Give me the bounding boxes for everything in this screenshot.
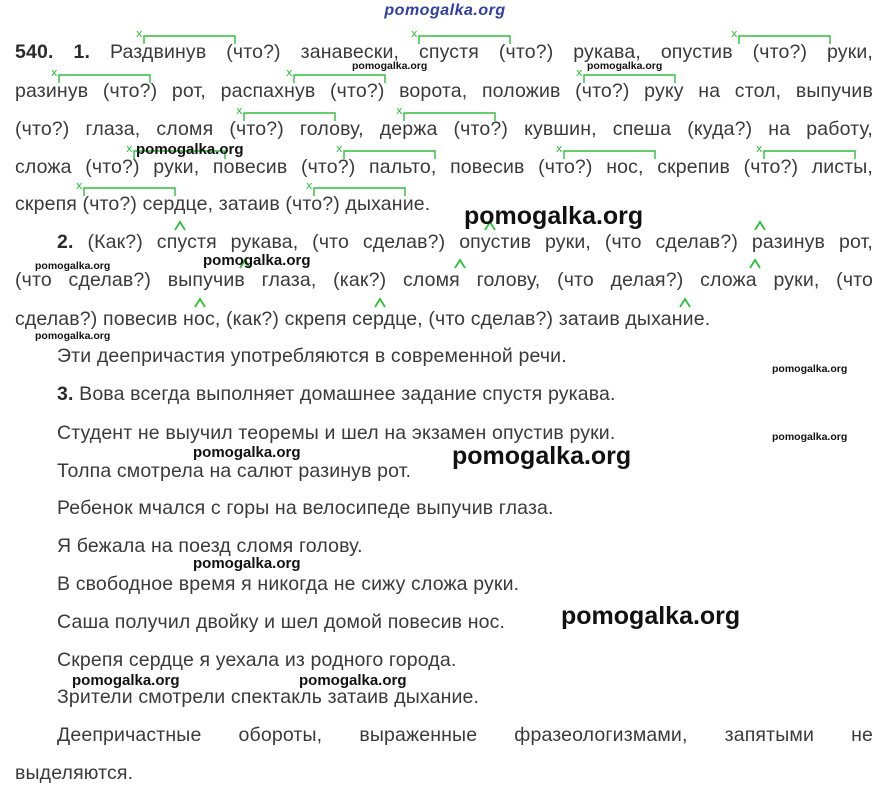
task2-label: 2. (57, 231, 74, 253)
control-mark-x: x (286, 66, 293, 79)
task3-sentence-1-text: Вова всегда выполняет домашнее задание спустя рукава. (79, 383, 616, 405)
task3-sentence-3: Толпа смотрела на салют разинув рот. (57, 460, 412, 482)
conclusion-line-2: выделяются. (15, 762, 134, 784)
task1-line-1-text: Раздвинув (что?) занавески, спустя (что?) рукава, опустив (что?) руки, (109, 41, 873, 63)
task3-sentence-9: Зрители смотрели спектакль затаив дыхание. (57, 686, 480, 708)
caret-mark (750, 260, 760, 268)
control-mark-x: x (576, 66, 583, 79)
task3-sentence-6: В свободное время я никогда не сижу сложа руки. (57, 573, 520, 595)
control-mark-x: x (756, 142, 763, 155)
task3-sentence-2: Студент не выучил теоремы и шел на экзамен опустив руки. (57, 422, 616, 444)
caret-mark (455, 260, 465, 268)
control-mark-x: x (336, 142, 343, 155)
exercise-number: 540. (15, 41, 54, 63)
control-mark-x: x (51, 66, 58, 79)
task1-line-2: разинув (что?) рот, распахнув (что?) ворота, положив (что?) руку на стол, выпучив (15, 80, 873, 102)
watermark: pomogalka.org (72, 672, 180, 689)
control-mark-x: x (731, 27, 738, 40)
control-mark-x: x (396, 104, 403, 117)
control-mark-x: x (556, 142, 563, 155)
caret-mark (375, 299, 385, 307)
task2-line-2: (что сделав?) выпучив глаза, (как?) сломя голову, (что делая?) сложа руки, (что (15, 269, 873, 291)
watermark: pomogalka.org (203, 252, 311, 269)
task1-label: 1. (73, 41, 91, 63)
task3-sentence-1 (57, 382, 873, 406)
task3-sentence-5: Я бежала на поезд сломя голову. (57, 535, 363, 557)
task1-line-4: сложа (что?) руки, повесив (что?) пальто, повесив (что?) нос, скрепив (что?) листы, (15, 156, 873, 178)
watermark: pomogalka.org (136, 141, 244, 158)
task3-sentence-4: Ребенок мчался с горы на велосипеде выпучив глаза. (57, 497, 554, 519)
watermark: pomogalka.org (35, 330, 111, 342)
control-mark-x: x (236, 104, 243, 117)
task2-note: Эти деепричастия употребляются в современной речи. (57, 345, 567, 367)
watermark: pomogalka.org (772, 431, 848, 443)
task3-label: 3. (57, 383, 74, 405)
task2-line-1 (57, 230, 873, 254)
control-mark-x: x (411, 27, 418, 40)
control-mark-x: x (76, 179, 83, 192)
task3-sentence-7: Саша получил двойку и шел домой повесив нос. (57, 611, 506, 633)
watermark: pomogalka.org (561, 602, 741, 630)
watermark: pomogalka.org (464, 202, 644, 230)
caret-mark (195, 299, 205, 307)
site-header: pomogalka.org (384, 2, 506, 19)
task1-line-5: скрепя (что?) сердце, затаив (что?) дыхание. (15, 193, 431, 215)
caret-mark (755, 222, 765, 230)
task1-line-1 (15, 40, 873, 64)
watermark: pomogalka.org (35, 260, 111, 272)
watermark: pomogalka.org (193, 444, 301, 461)
watermark: pomogalka.org (193, 555, 301, 572)
caret-mark (680, 299, 690, 307)
task3-sentence-8: Скрепя сердце я уехала из родного города. (57, 649, 457, 671)
watermark: pomogalka.org (772, 363, 848, 375)
conclusion-line-1: Деепричастные обороты, выраженные фразеологизмами, запятыми не (57, 724, 873, 746)
watermark: pomogalka.org (352, 60, 428, 72)
control-mark-x: x (126, 142, 133, 155)
caret-mark (175, 222, 185, 230)
task2-line-1-text: (Как?) спустя рукава, (что сделав?) опустив руки, (что сделав?) разинув рот, (87, 231, 873, 253)
control-mark-x: x (306, 179, 313, 192)
watermark: pomogalka.org (299, 672, 407, 689)
watermark: pomogalka.org (452, 442, 632, 470)
control-mark-x: x (136, 27, 143, 40)
task1-line-3: (что?) глаза, сломя (что?) голову, держа (что?) кувшин, спеша (куда?) на работу, (15, 118, 873, 140)
task2-line-3: сделав?) повесив нос, (как?) скрепя сердце, (что сделав?) затаив дыхание. (15, 308, 711, 330)
watermark: pomogalka.org (587, 60, 663, 72)
